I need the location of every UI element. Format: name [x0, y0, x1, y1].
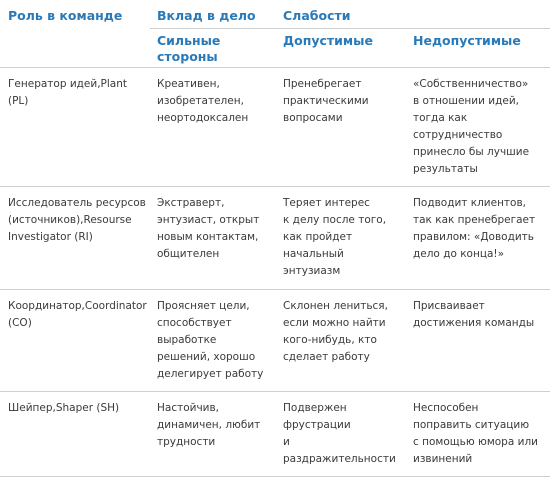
row-divider: [0, 289, 550, 290]
row4-unacceptable: Неспособен поправить ситуацию с помощью юмора или извинений: [413, 402, 538, 465]
row2-acceptable: Теряет интерес к делу после того, как пройдет начальный энтузиазм: [283, 197, 387, 277]
row3-unacceptable: Присваивает достижения команды: [413, 300, 535, 329]
row-divider: [0, 186, 550, 187]
row3-strong: Проясняет цели, способствует выработке решений, хорошо делегирует работу: [157, 300, 264, 380]
row-divider: [0, 391, 550, 392]
row1-role: Генератор идей,Plant (PL): [8, 78, 127, 107]
row4-strong: Настойчив, динамичен, любит трудности: [157, 402, 261, 448]
row3-acceptable: Склонен лениться, если можно найти кого-нибудь, кто сделает работу: [283, 300, 388, 363]
row3-role: Координатор,Coordinator (CO): [8, 300, 147, 329]
row1-acceptable: Пренебрегает практическими вопросами: [283, 78, 369, 124]
row2-role: Исследователь ресурсов (источников),Resourse Investigator (RI): [8, 197, 146, 243]
header-role: Роль в команде: [8, 8, 123, 23]
header-contribution: Вклад в дело: [157, 8, 256, 23]
row1-strong: Креативен, изобретателен, неортодоксален: [157, 78, 249, 124]
header-acceptable: Допустимые: [283, 33, 373, 48]
header-bottom-line: [0, 67, 550, 68]
header-divider: [150, 28, 550, 29]
row2-strong: Экстраверт, энтузиаст, открыт новым контактам, общителен: [157, 197, 260, 260]
table-bottom-line: [0, 476, 550, 477]
row4-role: Шейпер,Shaper (SH): [8, 402, 120, 414]
header-unacceptable: Недопустимые: [413, 33, 521, 48]
header-strong: Сильные стороны: [157, 33, 221, 64]
header-weaknesses: Слабости: [283, 8, 351, 23]
row1-unacceptable: «Собственничество» в отношении идей, тогда как сотрудничество принесло бы лучшие результаты: [413, 78, 530, 175]
row2-unacceptable: Подводит клиентов, так как пренебрегает правилом: «Доводить дело до конца!»: [413, 197, 536, 260]
row4-acceptable: Подвержен фрустрации и раздражительности: [283, 402, 396, 465]
